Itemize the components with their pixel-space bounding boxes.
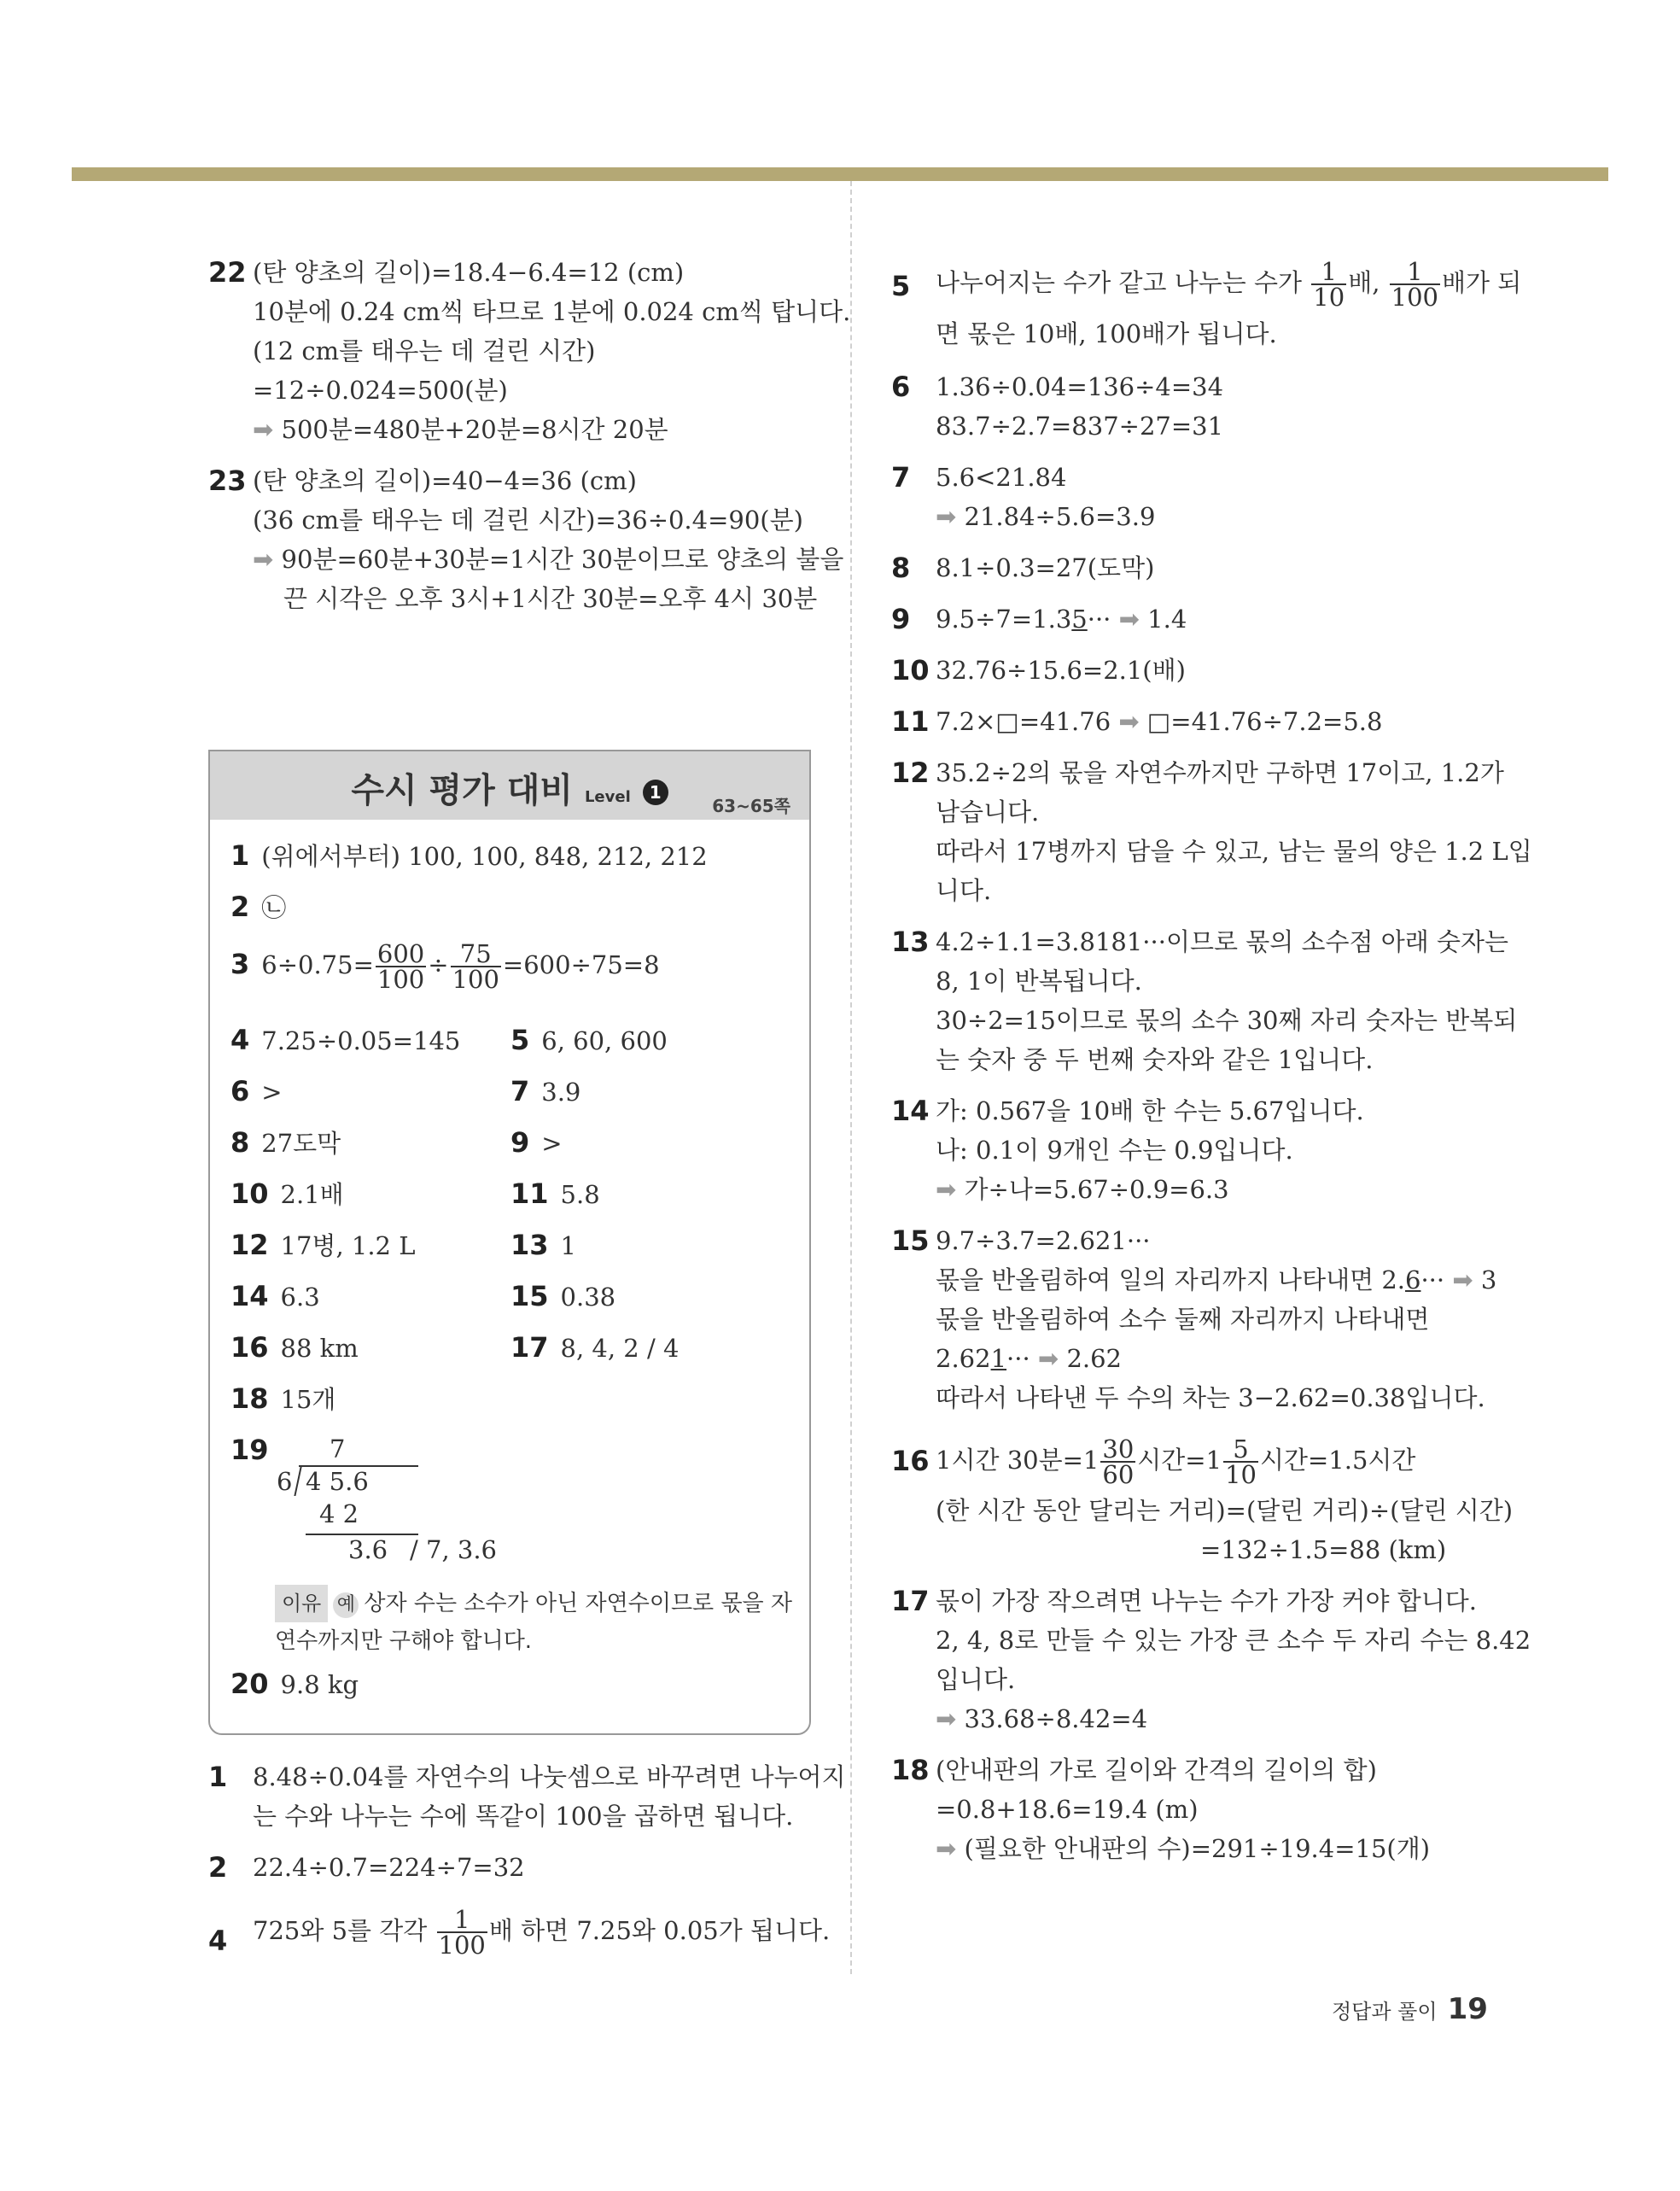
- arrow-icon: ➡: [936, 502, 957, 531]
- problem-15: 15 9.7÷3.7=2.621··· 몫을 반올림하여 일의 자리까지 나타내면 2.6··· ➡ 3 몫을 반올림하여 소수 둘째 자리까지 나타내면 2.621··· ➡ 2.62 따라서 나타낸 두 수의 차는 3−2.62=0.38입니다.: [891, 1224, 1497, 1412]
- problem-number: 22: [208, 256, 247, 289]
- problem-14: 14 가: 0.567을 10배 한 수는 5.67입니다. 나: 0.1이 9개인 수는 0.9입니다. ➡ 가÷나=5.67÷0.9=6.3: [891, 1095, 1364, 1204]
- problem-2: 2 22.4÷0.7=224÷7=32: [208, 1851, 525, 1884]
- arrow-icon: ➡: [936, 1704, 957, 1733]
- solution-line: (탄 양초의 길이)=40−4=36 (cm): [253, 466, 637, 495]
- level-number-badge: 1: [643, 780, 668, 805]
- solution-line: 10분에 0.24 cm씩 타므로 1분에 0.024 cm씩 탑니다.: [253, 297, 851, 326]
- problem-11: 11 7.2×□=41.76 ➡ □=41.76÷7.2=5.8: [891, 705, 1383, 738]
- answer-14: 14 6.3: [230, 1280, 320, 1312]
- answer-16: 16 88 km: [230, 1331, 359, 1364]
- problem-5: 5 나누어지는 수가 같고 나누는 수가 $\frac{1}{10}$ 배, $\frac{1}{100}$ 배가 되 면 몫은 10배, 100배가 됩니다.: [891, 257, 1522, 348]
- problem-6: 6 1.36÷0.04=136÷4=34 83.7÷2.7=837÷27=31: [891, 371, 1224, 441]
- answer-5: 5 6, 60, 600: [510, 1024, 668, 1056]
- answer-2: 2 ㉡: [230, 891, 287, 923]
- long-division: 7 6 4 5.6 4 2 3.6 / 7, 3.6: [277, 1434, 497, 1564]
- footer-label: 정답과 풀이: [1332, 2000, 1438, 2024]
- solution-line: =12÷0.024=500(분): [253, 376, 508, 405]
- arrow-icon: ➡: [253, 415, 274, 444]
- problem-8: 8 8.1÷0.3=27(도막): [891, 552, 1155, 584]
- answer-11: 11 5.8: [510, 1177, 600, 1210]
- page-range: 63~65쪽: [712, 796, 790, 816]
- answer-15: 15 0.38: [510, 1280, 616, 1312]
- answer-1: 1 (위에서부터) 100, 100, 848, 212, 212: [230, 839, 708, 872]
- solution-line: (36 cm를 태우는 데 걸린 시간)=36÷0.4=90(분): [253, 505, 803, 535]
- solution-line: 끈 시각은 오후 3시+1시간 30분=오후 4시 30분: [283, 584, 818, 613]
- fraction: $\frac{1}{10}$: [1313, 257, 1345, 312]
- problem-17: 17 몫이 가장 작으려면 나누는 수가 가장 커야 합니다. 2, 4, 8로 만들 수 있는 가장 큰 소수 두 자리 수는 8.42 입니다. ➡ 33.68÷8.42=4: [891, 1585, 1531, 1733]
- problem-18: 18 (안내판의 가로 길이와 간격의 길이의 합) =0.8+18.6=19.4 (m) ➡ (필요한 안내판의 수)=291÷19.4=15(개): [891, 1754, 1431, 1863]
- problem-16: 16 1시간 30분=1 $\frac{30}{60}$ 시간=1 $\frac{5}{10}$ 시간=1.5시간 (한 시간 동안 달리는 거리)=(달린 거리)÷(달린 시간) =132÷1.5=88 (km): [891, 1434, 1514, 1564]
- arrow-icon: ➡: [1452, 1265, 1473, 1294]
- top-decorative-bar: [72, 167, 1608, 181]
- page-number: 19: [1447, 1992, 1488, 2026]
- problem-7: 7 5.6<21.84 ➡ 21.84÷5.6=3.9: [891, 461, 1156, 531]
- answer-20: 20 9.8 kg: [230, 1668, 359, 1700]
- fraction: $\frac{30}{60}$: [1102, 1434, 1135, 1489]
- answer-9: 9 >: [510, 1126, 563, 1159]
- problem-4: 4 725와 5를 각각 $\frac{1}{100}$ 배 하면 7.25와 0.05가 됩니다.: [208, 1905, 831, 1960]
- solution-line: 90분=60분+30분=1시간 30분이므로 양초의 불을: [281, 545, 844, 574]
- problem-1: 1 8.48÷0.04를 자연수의 나눗셈으로 바꾸려면 나누어지 는 수와 나누는 수에 똑같이 100을 곱하면 됩니다.: [208, 1761, 846, 1831]
- box-title-text: 수시 평가 대비: [351, 771, 574, 810]
- problem-22: [208, 253, 851, 449]
- arrow-icon: ➡: [1118, 605, 1140, 634]
- example-tag: 예: [333, 1592, 359, 1618]
- answer-10: 10 2.1배: [230, 1177, 344, 1210]
- page-footer: [1332, 1992, 1488, 2026]
- answer-13: 13 1: [510, 1229, 576, 1261]
- left-column: [208, 253, 851, 630]
- answer-19: 19: [230, 1434, 269, 1466]
- arrow-icon: ➡: [1037, 1344, 1059, 1373]
- problem-number: 23: [208, 464, 247, 497]
- arrow-icon: ➡: [936, 1834, 957, 1863]
- answer-18: 18 15개: [230, 1382, 336, 1415]
- fraction: $\frac{1}{100}$: [438, 1905, 486, 1960]
- answer-box: [208, 750, 811, 1735]
- problem-13: 13 4.2÷1.1=3.8181···이므로 몫의 소수점 아래 숫자는 8, 1이 반복됩니다. 30÷2=15이므로 몫의 소수 30째 자리 숫자는 반복되 는 숫자 중 두 번째 숫자와 같은 1입니다.: [891, 926, 1518, 1074]
- problem-12: 12 35.2÷2의 몫을 자연수까지만 구하면 17이고, 1.2가 남습니다. 따라서 17병까지 담을 수 있고, 남는 물의 양은 1.2 L입 니다.: [891, 757, 1532, 905]
- column-divider: [850, 181, 852, 1974]
- level-label: Level: [584, 788, 631, 806]
- left-column-bottom: [208, 1757, 846, 1972]
- arrow-icon: ➡: [1118, 707, 1140, 736]
- problem-9: 9 9.5÷7=1.35··· ➡ 1.4: [891, 603, 1187, 635]
- solution-line: 500분=480분+20분=8시간 20분: [281, 415, 668, 444]
- fraction: $\frac{600}{100}$: [376, 939, 425, 994]
- arrow-icon: ➡: [253, 545, 274, 574]
- solution-line: (탄 양초의 길이)=18.4−6.4=12 (cm): [253, 258, 685, 287]
- answer-19-reason: 이유 예 상자 수는 소수가 아닌 자연수이므로 몫을 자 연수까지만 구해야 합니다.: [275, 1585, 792, 1660]
- answer-17: 17 8, 4, 2 / 4: [510, 1331, 680, 1364]
- answer-12: 12 17병, 1.2 L: [230, 1229, 416, 1261]
- fraction: $\frac{1}{100}$: [1391, 257, 1439, 312]
- solution-line: (12 cm를 태우는 데 걸린 시간): [253, 336, 596, 365]
- problem-10: 10 32.76÷15.6=2.1(배): [891, 654, 1186, 687]
- right-column: [891, 253, 1532, 1880]
- arrow-icon: ➡: [936, 1175, 957, 1204]
- fraction: $\frac{5}{10}$: [1225, 1434, 1257, 1489]
- fraction: $\frac{75}{100}$: [452, 939, 499, 994]
- reason-tag: 이유: [275, 1585, 328, 1622]
- answer-8: 8 27도막: [230, 1126, 341, 1159]
- answer-3: 3 6÷0.75= $\frac{600}{100}$ ÷ $\frac{75}{100}$ =600÷75=8: [230, 939, 660, 994]
- answer-7: 7 3.9: [510, 1075, 581, 1107]
- problem-23: [208, 461, 844, 618]
- answer-4: 4 7.25÷0.05=145: [230, 1024, 461, 1056]
- answer-6: 6 >: [230, 1075, 283, 1107]
